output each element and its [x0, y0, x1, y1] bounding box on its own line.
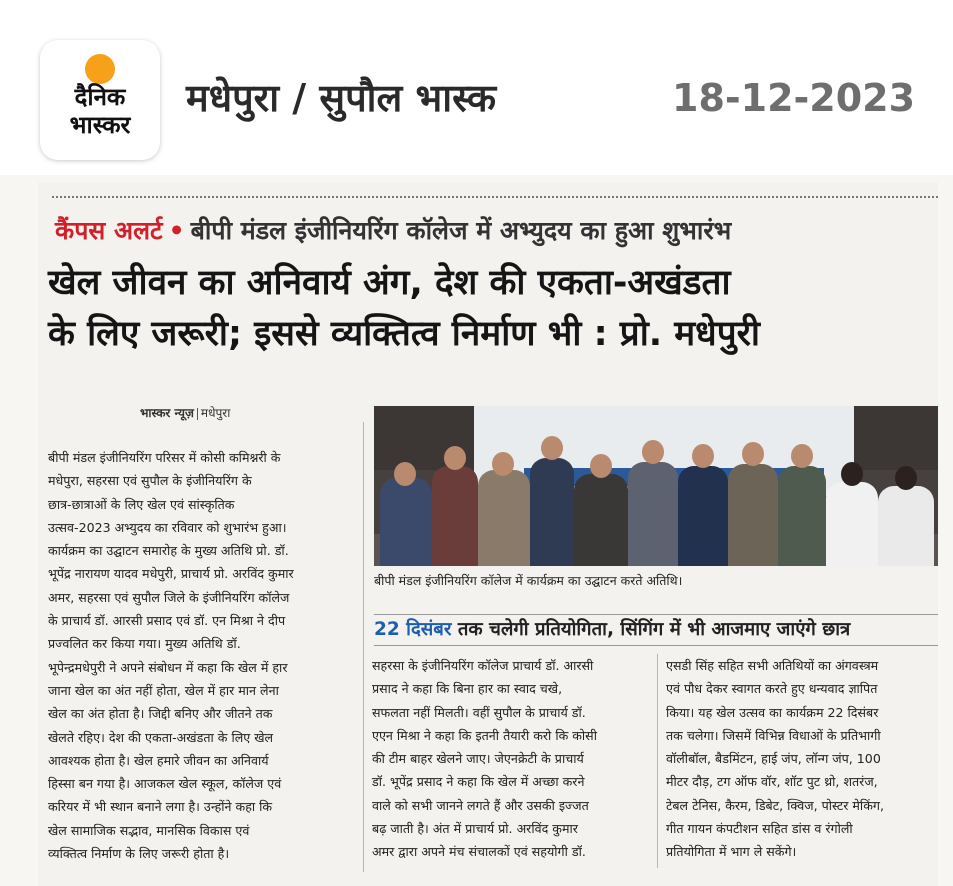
app-header — [0, 0, 953, 175]
article-column-2 — [372, 654, 648, 864]
event-photo — [374, 406, 938, 566]
photo-person — [878, 486, 934, 566]
column-divider — [657, 654, 658, 868]
byline — [140, 404, 230, 421]
article-line: भूपेंद्र नारायण यादव मधेपुरी, प्राचार्य प्रो. अरविंद कुमार — [48, 566, 294, 582]
article-line: मधेपुरा, सहरसा एवं सुपौल के इंजीनियरिंग के — [48, 473, 252, 489]
article-line: अमर, सहरसा एवं सुपौल जिले के इंजीनियरिंग कॉलेज — [48, 589, 290, 605]
article-line: बढ़ जाती है। अंत में प्राचार्य प्रो. अरविंद कुमार — [372, 821, 578, 837]
article-line: खेलते रहिए। देश की एकता-अखंडता के लिए खेल — [48, 729, 274, 745]
article-line: किया। यह खेल उत्सव का कार्यक्रम 22 दिसंबर — [666, 704, 879, 720]
kicker — [55, 216, 731, 246]
article-line: एसडी सिंह सहित सभी अतिथियों का अंगवस्त्रम — [666, 658, 879, 673]
article-line: कार्यक्रम का उद्घाटन समारोह के मुख्य अतिथि प्रो. डॉ. — [48, 543, 289, 559]
kicker-dot: • — [168, 216, 185, 245]
kicker-label: कैंपस अलर्ट — [55, 216, 163, 245]
article-line: टेबल टेनिस, कैरम, डिबेट, क्विज, पोस्टर मेकिंग, — [666, 797, 884, 813]
photo-person-head — [394, 462, 416, 486]
article-line: मीटर दौड़, टग ऑफ वॉर, शॉट पुट थ्रो, शतरंज, — [666, 774, 878, 790]
article-line: सफलता नहीं मिलती। वहीं सुपौल के प्राचार्य डॉ. — [372, 704, 586, 720]
photo-person — [826, 482, 878, 566]
photo-person-head — [791, 444, 813, 468]
subheadline-text: तक चलेगी प्रतियोगिता, सिंगिंग में भी आजमाए जाएंगे छात्र — [451, 619, 851, 640]
photo-person-head — [742, 442, 764, 466]
article-line: खेल सामाजिक सद्भाव, मानसिक विकास एवं — [48, 822, 250, 838]
photo-person — [678, 466, 728, 566]
column-divider — [363, 422, 364, 872]
photo-caption: बीपी मंडल इंजीनियरिंग कॉलेज में कार्यक्रम का उद्घाटन करते अतिथि। — [374, 573, 683, 588]
article-line: सहरसा के इंजीनियरिंग कॉलेज प्राचार्य डॉ. आरसी — [372, 658, 594, 673]
article-line: छात्र-छात्राओं के लिए खेल एवं सांस्कृतिक — [48, 496, 235, 512]
photo-person — [574, 474, 628, 566]
article-line: एवं पौध देकर स्वागत करते हुए धन्यवाद ज्ञापित — [666, 681, 878, 697]
article-line: अमर द्वारा अपने मंच संचालकों एवं सहयोगी डॉ. — [372, 844, 586, 860]
article-line: करियर में भी स्थान बनाने लगा है। उन्होंने कहा कि — [48, 799, 273, 815]
article-line: डॉ. भूपेंद्र प्रसाद ने कहा कि खेल में अच्छा करने — [372, 774, 585, 790]
article-line: उत्सव-2023 अभ्युदय का रविवार को शुभारंभ हुआ। — [48, 519, 287, 535]
photo-person — [530, 458, 574, 566]
article-column-3 — [666, 654, 936, 864]
headline-line: खेल जीवन का अनिवार्य अंग, देश की एकता-अखंडता — [48, 263, 731, 303]
photo-person — [478, 470, 530, 566]
headline-line: के लिए जरूरी; इससे व्यक्तित्व निर्माण भी : प्रो. मधेपुरी — [48, 314, 760, 354]
newspaper-clipping — [38, 182, 938, 886]
logo-text-line2: भास्कर — [69, 111, 131, 139]
article-line: तक चलेगा। जिसमें विभिन्न विधाओं के प्रतिभागी — [666, 727, 881, 743]
photo-person — [380, 478, 432, 566]
article-column-1 — [48, 446, 354, 865]
photo-person-head — [541, 436, 563, 460]
photo-person-head — [590, 454, 612, 478]
photo-person — [628, 462, 678, 566]
article-line: जाना खेल का अंत नहीं होता, खेल में हार मान लेना — [48, 682, 279, 698]
article-line: प्रतियोगिता में भाग ले सकेंगे। — [666, 844, 797, 860]
photo-person — [778, 466, 826, 566]
article-line: वाले को सभी जानने लगते हैं और उसकी इज्जत — [372, 797, 589, 813]
top-divider — [52, 196, 938, 198]
sun-icon — [85, 54, 115, 84]
kicker-text: बीपी मंडल इंजीनियरिंग कॉलेज में अभ्युदय का हुआ शुभारंभ — [190, 216, 732, 245]
article-line: बीपी मंडल इंजीनियरिंग परिसर में कोसी कमिश्नरी के — [48, 450, 281, 465]
photo-person — [728, 464, 778, 566]
byline-source: भास्कर न्यूज़ — [140, 406, 194, 420]
byline-separator — [197, 408, 198, 420]
edition-title: मधेपुरा / सुपौल भास्क — [186, 76, 497, 120]
subheadline-date: 22 दिसंबर — [374, 619, 452, 640]
byline-place: मधेपुरा — [200, 406, 231, 420]
headline — [48, 258, 938, 360]
photo-person-head — [444, 446, 466, 470]
photo-person-head — [492, 452, 514, 476]
dainik-bhaskar-logo[interactable] — [40, 40, 160, 160]
logo-text-line1: दैनिक — [74, 83, 126, 111]
article-line: के प्राचार्य डॉ. आरसी प्रसाद एवं डॉ. एन मिश्रा ने दीप — [48, 613, 286, 629]
photo-person-head — [895, 466, 917, 490]
article-line: प्रसाद ने कहा कि बिना हार का स्वाद चखे, — [372, 681, 563, 697]
article-line: व्यक्तित्व निर्माण के लिए जरूरी होता है। — [48, 846, 230, 862]
article-line: गीत गायन कंपटीशन सहित डांस व रंगोली — [666, 821, 853, 837]
photo-person-head — [642, 440, 664, 464]
article-line: भूपेन्द्रमधेपुरी ने अपने संबोधन में कहा कि खेल में हार — [48, 659, 288, 675]
article-line: की टीम बाहर खेलने जाए। जेएनक्रेटी के प्राचार्य — [372, 751, 584, 767]
article-line: वॉलीबॉल, बैडमिंटन, हाई जंप, लॉन्ग जंप, 100 — [666, 751, 881, 767]
article-line: खेल का अंत होता है। जिद्दी बनिए और जीतने तक — [48, 706, 273, 722]
photo-person-head — [841, 462, 863, 486]
article-line: एएन मिश्रा ने कहा कि इतनी तैयारी करो कि कोसी — [372, 727, 597, 743]
photo-person — [432, 466, 478, 566]
subheadline — [374, 614, 938, 646]
photo-person-head — [692, 444, 714, 468]
article-line: प्रज्वलित कर किया गया। मुख्य अतिथि डॉ. — [48, 636, 241, 652]
article-line: आवश्यक होता है। खेल हमारे जीवन का अनिवार्य — [48, 752, 269, 768]
edition-date: 18-12-2023 — [672, 76, 916, 120]
article-line: हिस्सा बन गया है। आजकल खेल स्कूल, कॉलेज एवं — [48, 776, 282, 792]
